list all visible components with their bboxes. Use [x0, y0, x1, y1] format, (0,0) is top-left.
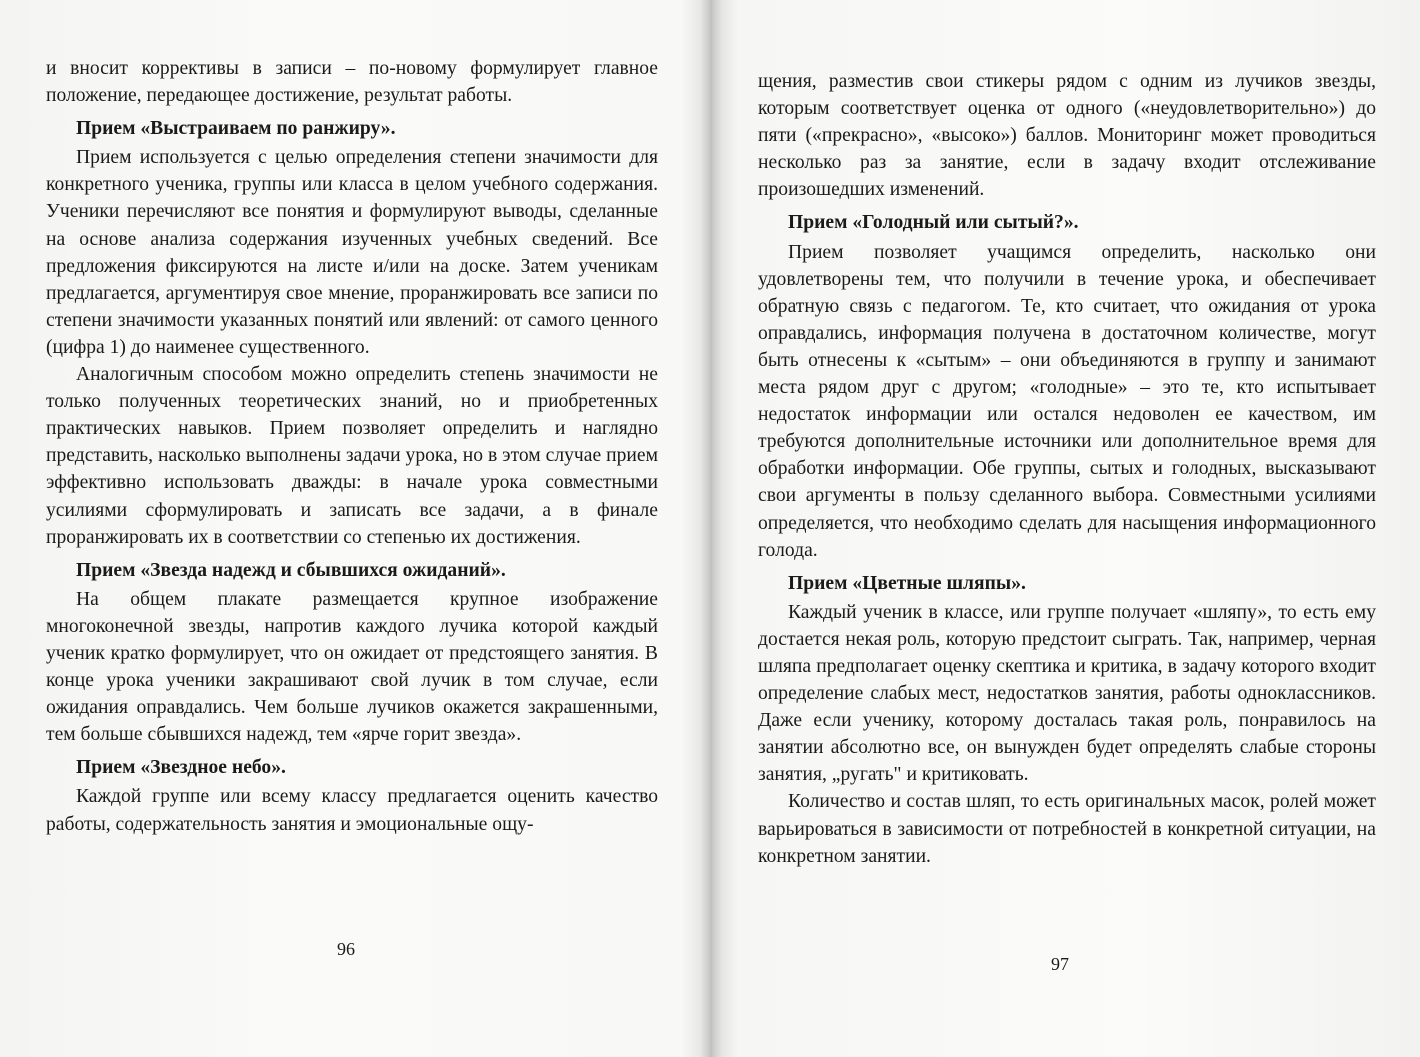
section-heading: Прием «Звезда надежд и сбывшихся ожиданий». [76, 559, 506, 581]
page-number-left: 96 [337, 939, 355, 959]
paragraph: Прием позволяет учащимся определить, насколько они удовлетворены тем, что получили в течение урока, и обеспечивает обратную связь с педагогом. Те, кто считает, что ожидания от урока оправдались, информация получена в достаточном количестве, могут быть отнесены к «сытым» – они объединяются в группу и занимают места рядом друг с другом; «голодные» – это те, кто испытывает недостаток информации или остался недоволен ее качеством, им требуются дополнительные источники или дополнительное время для обработки информации. Обе группы, сытых и голодных, высказывают свои аргументы в пользу сделанного выбора. Совместными усилиями определяется, что необходимо сделать для насыщения информационного голода. [758, 241, 1376, 561]
paragraph: На общем плакате размещается крупное изображение многоконечной звезды, напротив каждого лучика которой каждый ученик кратко формулирует, что он ожидает от предстоящего занятия. В конце урока ученики закрашивают свой лучик в том случае, если ожидания оправдались. Чем больше лучиков окажется закрашенными, тем больше сбывшихся надежд, тем «ярче горит звезда». [46, 588, 658, 746]
section-heading: Прием «Выстраиваем по ранжиру». [76, 118, 396, 140]
left-page [0, 0, 708, 1057]
left-page-text [46, 55, 658, 838]
paragraph: Аналогичным способом можно определить степень значимости не только полученных теоретических знаний, но и приобретенных практических навыков. Прием позволяет определить и наглядно представить, насколько выполнены задачи урока, но в этом случае прием эффективно использовать дважды: в начале урока совместными усилиями сформулировать и записать все задачи, а в финале проранжировать их в соответствии со степенью их достижения. [46, 364, 658, 548]
paragraph: Каждый ученик в классе, или группе получает «шляпу», то есть ему достается некая роль, которую предстоит сыграть. Так, например, черная шляпа предполагает оценку скептика и критика, в задачу которого входит определение слабых мест, недостатков занятия, работы одноклассников. Даже если ученику, которому досталась такая роль, понравилось на занятии абсолютно все, он вынужден будет определять слабые стороны занятия, „ругать" и критиковать. [758, 601, 1376, 786]
right-page [712, 0, 1420, 1057]
paragraph: щения, разместив свои стикеры рядом с одним из лучиков звезды, которым соответствует оценка от одного («неудовлетворительно») до пяти («прекрасно», «высоко») баллов. Мониторинг может проводиться несколько раз за занятие, если в задачу входит отслеживание произошедших изменений. [758, 71, 1376, 201]
section-heading: Прием «Цветные шляпы». [788, 572, 1026, 594]
page-number-right: 97 [1051, 954, 1069, 974]
paragraph: Прием используется с целью определения степени значимости для конкретного ученика, группы или класса в целом учебного содержания. Ученики перечисляют все понятия и формулируют выводы, сделанные на основе анализа содержания изученных учебных сведений. Все предложения фиксируются на листе и/или на доске. Затем ученикам предлагается, аргументируя свое мнение, проранжировать все записи по степени значимости указанных понятий или явлений: от самого ценного (цифра 1) до наименее существенного. [46, 147, 658, 358]
paragraph: Каждой группе или всему классу предлагается оценить качество работы, содержательность занятия и эмоциональные ощу- [46, 786, 658, 835]
section-heading: Прием «Голодный или сытый?». [788, 212, 1079, 234]
paragraph: Количество и состав шляп, то есть оригинальных масок, ролей может варьироваться в зависимости от потребностей в конкретной ситуации, на конкретном занятии. [758, 791, 1376, 867]
section-heading: Прием «Звездное небо». [76, 757, 286, 779]
right-page-text [758, 68, 1376, 870]
paragraph: и вносит коррективы в записи – по-новому формулирует главное положение, передающее достижение, результат работы. [46, 58, 658, 107]
